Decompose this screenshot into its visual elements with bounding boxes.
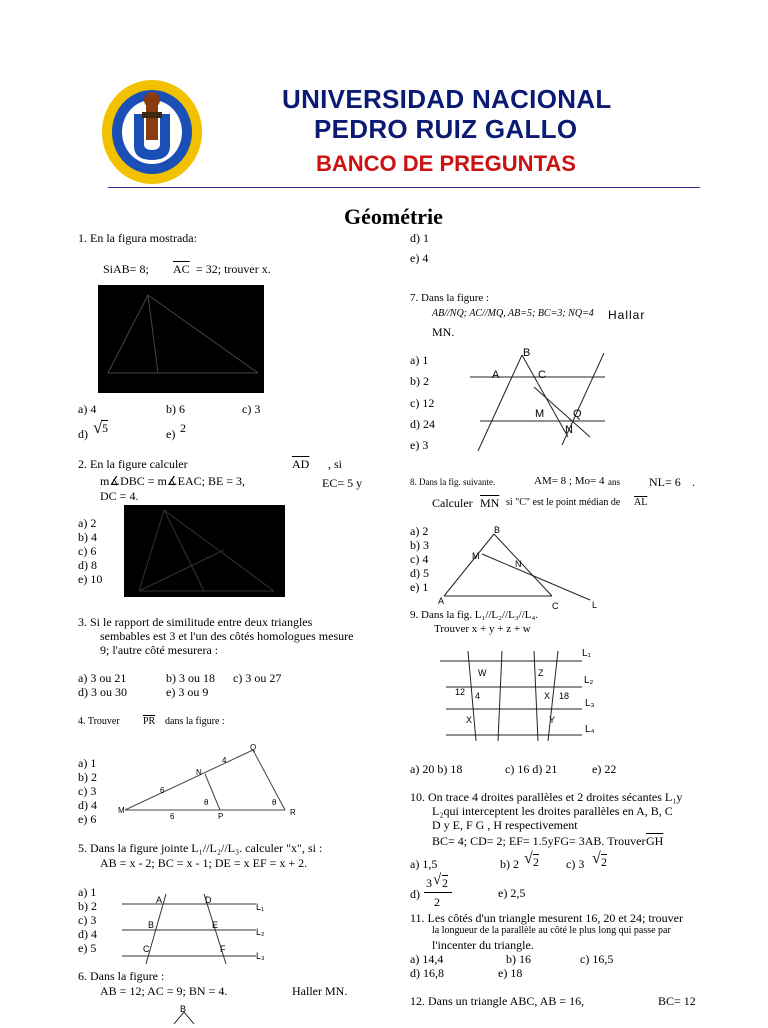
q4-label-n: N [196,768,202,777]
q2-ad: $\overline{AD}$ [292,457,310,471]
q2-opt-d: d) 8 [78,558,97,572]
q8-al: $\overline{AL}$ [634,497,648,508]
q2-opt-b: b) 4 [78,530,97,544]
q5-label-l1: L₁ [256,902,265,912]
q4-figure [115,742,300,822]
q10-opt-b: b) 2 [500,857,519,871]
q1-opt-c: c) 3 [242,402,261,416]
q8-opt-c: c) 4 [410,552,429,566]
q4-label-m: M [118,806,125,815]
q8-label-b: B [494,525,501,535]
q7-line1: 7. Dans la figure : [410,292,490,304]
q12-bc: BC= 12 [658,994,696,1008]
q8-opt-a: a) 2 [410,524,429,538]
q4-rest: dans la figure : [165,716,225,727]
q5-opt-c: c) 3 [78,913,97,927]
q9-label-4: 4 [475,691,481,701]
q4-opt-e: e) 6 [78,812,97,826]
q9-line1: 9. Dans la fig. L₁//L₂//L₃//L₄. [410,609,539,621]
q5-label-c: C [143,944,150,954]
q7-figure [470,345,610,453]
q2-opt-c: c) 6 [78,544,97,558]
q9-label-18: 18 [559,691,570,701]
q8-dot: . [692,475,695,489]
q8-opt-b: b) 3 [410,538,429,552]
q11-line2: la longueur de la parallèle au côté le plus long qui passe par [432,925,671,936]
q10-fraction-bar [424,892,452,893]
q3-opt-c: c) 3 ou 27 [233,671,282,685]
q6-line2: AB = 12; AC = 9; BN = 4. [100,984,228,998]
q10-gh: $\overline{GH}$ [646,834,664,848]
q8-rest: si "C" est le point médian de [506,497,621,508]
q4-opt-a: a) 1 [78,756,97,770]
header-divider [108,187,700,188]
q10-opt-a: a) 1,5 [410,857,438,871]
q8-label-n: N [515,559,522,569]
q3-line1: 3. Si le rapport de similitude entre deux triangles [78,615,313,629]
q5-label-l2: L₂ [256,927,265,937]
q9-opt-ab: a) 20 b) 18 [410,762,463,776]
q9-label-12: 12 [455,687,466,697]
q4-label-q: Q [250,743,257,752]
q4-label-p: P [218,812,224,821]
q9-label-y: Y [549,715,556,725]
q1-rest: = 32; trouver x. [196,262,271,276]
q1-given: SiAB= 8; [103,262,149,276]
q4-opt-c: c) 3 [78,784,97,798]
q2-line3: DC = 4. [100,489,139,503]
q8-mn: $\overline{MN}$ [480,496,500,510]
q1-opt-a: a) 4 [78,402,97,416]
q9-label-x2: X [466,715,473,725]
q9-label-w: W [478,668,487,678]
q5-line1: 5. Dans la figure jointe L₁//L₂//L₃. calculer "x", si : [78,841,323,855]
q8-label-l: L [592,600,598,610]
q5-opt-b: b) 2 [78,899,97,913]
q10-opt-e: e) 2,5 [498,886,526,900]
q12-line1: 12. Dans un triangle ABC, AB = 16, [410,994,585,1008]
q8-label-m: M [472,551,480,561]
q5-label-a: A [156,895,163,905]
q8-line1: 8. Dans la fig. suivante. [410,477,496,487]
page-title: Géométrie [344,204,443,229]
q2-ec: EC= 5 y [322,476,363,490]
q7-opt-c: c) 12 [410,396,435,410]
q10-sqrt-icon-d: √ [433,872,442,888]
q8-am: AM= 8 ; Mo= 4 [534,475,605,487]
q4-line1: 4. Trouver [78,716,120,727]
q9-label-l3: L₃ [585,698,595,709]
q10-opt-d-rad: 2 [442,876,448,890]
q4-label-6b: 6 [170,812,175,821]
q6-line1: 6. Dans la figure : [78,969,165,983]
q10-line4: BC= 4; CD= 2; EF= 1.5yFG= 3AB. Trouver [432,834,646,848]
q9-label-l1: L₁ [582,648,591,659]
q4-opt-b: b) 2 [78,770,97,784]
q5-opt-d: d) 4 [78,927,97,941]
q4-label-4: 4 [222,756,227,765]
prev-opt-d: d) 1 [410,231,429,245]
q7-opt-a: a) 1 [410,353,429,367]
q6-line3: Haller MN. [292,984,348,998]
q10-opt-b-value: 2 [533,855,539,869]
q11-line1: 11. Les côtés d'un triangle mesurent 16, 20 et 24; trouver [410,911,683,925]
q1-sqrt-icon: √ [93,418,103,437]
q5-label-l3: L₃ [256,951,265,961]
q10-opt-d-coef: 3 [426,876,432,890]
q4-opt-d: d) 4 [78,798,97,812]
q8-opt-e: e) 1 [410,580,429,594]
bank-title: BANCO DE PREGUNTAS [316,151,576,176]
q3-line2: sembables est 3 et l'un des côtés homologues mesure [100,629,354,643]
q10-opt-d-den: 2 [434,895,440,909]
q2-line1: 2. En la figure calculer [78,457,188,471]
q8-label-c: C [552,601,559,611]
q10-line2: L₂qui interceptent les droites parallèles en A, B, C [432,804,673,818]
q10-line1: 10. On trace 4 droites parallèles et 2 droites sécantes L₁y [410,790,683,804]
q9-label-l4: L₄ [585,724,595,735]
university-name-line2: PEDRO RUIZ GALLO [314,114,578,144]
q2-opt-e: e) 10 [78,572,103,586]
q1-figure [98,285,264,393]
q4-label-r: R [290,808,296,817]
q11-line3: l'incenter du triangle. [432,938,534,952]
q7-hallar: Hallar [608,308,646,322]
q7-opt-b: b) 2 [410,374,429,388]
q2-opt-a: a) 2 [78,516,97,530]
q5-label-d: D [205,895,212,905]
q8-nl: NL= 6 [649,475,681,489]
q4-pr: $\overline{PR}$ [143,716,156,727]
q11-opt-d: d) 16,8 [410,966,444,980]
q11-opt-b: b) 16 [506,952,531,966]
q9-opt-e: e) 22 [592,762,617,776]
q6-figure [170,1012,200,1024]
q7-label-a: A [492,369,500,381]
q7-line3: MN. [432,325,455,339]
university-name-line1: UNIVERSIDAD NACIONAL [282,84,612,114]
q1-opt-e: e) [166,427,176,441]
q1-opt-e-value: 2 [180,421,186,435]
q5-opt-e: e) 5 [78,941,97,955]
q9-label-x: X [544,691,551,701]
q3-line3: 9; l'autre côté mesurera : [100,643,219,657]
q8-label-a: A [438,596,445,606]
q10-opt-c: c) 3 [566,857,585,871]
q1-opt-d: d) [78,427,88,441]
q11-opt-c: c) 16,5 [580,952,614,966]
q8-ans: ans [608,477,620,487]
q7-label-c: C [538,369,546,381]
q9-label-l2: L₂ [584,675,594,686]
university-logo [100,78,205,186]
q2-line2: m∡DBC = m∡EAC; BE = 3, [100,474,246,488]
q3-opt-a: a) 3 ou 21 [78,671,127,685]
q10-sqrt-icon-c: √ [592,850,601,867]
q7-label-m: M [535,408,545,420]
q11-opt-e: e) 18 [498,966,523,980]
q4-label-6a: 6 [160,786,165,795]
q5-opt-a: a) 1 [78,885,97,899]
q8-opt-d: d) 5 [410,566,429,580]
q10-line3: D y E, F G , H respectivement [432,818,578,832]
q2-figure [124,505,285,597]
q5-label-e: E [212,920,219,930]
q1-opt-d-value: 5 [102,421,108,435]
q7-label-b: B [523,347,531,359]
q1-ac: $\overline{AC}$ [173,262,190,276]
q7-label-q: Q [573,408,582,420]
q3-opt-d: d) 3 ou 30 [78,685,127,699]
q9-line2: Trouver x + y + z + w [434,623,531,635]
q10-opt-c-value: 2 [601,855,607,869]
q4-label-theta1: θ [204,798,209,807]
q3-opt-e: e) 3 ou 9 [166,685,209,699]
q5-label-b: B [148,920,155,930]
q5-figure [118,890,270,966]
q8-line2: Calculer [432,496,473,510]
q10-opt-d: d) [410,887,420,901]
q9-label-z: Z [538,668,544,678]
q5-line2: AB = x - 2; BC = x - 1; DE = x EF = x + 2. [100,856,308,870]
q4-label-theta2: θ [272,798,277,807]
q1-intro: 1. En la figura mostrada: [78,231,197,245]
q5-label-f: F [220,944,226,954]
q1-opt-b: b) 6 [166,402,185,416]
q7-label-n: N [565,424,573,436]
prev-opt-e: e) 4 [410,251,429,265]
q9-opt-cd: c) 16 d) 21 [505,762,558,776]
q10-sqrt-icon-b: √ [524,850,533,867]
q3-opt-b: b) 3 ou 18 [166,671,215,685]
q7-opt-d: d) 24 [410,417,435,431]
q7-opt-e: e) 3 [410,438,429,452]
q2-si: , si [328,457,343,471]
q6-label-b: B [180,1004,187,1014]
q11-opt-a: a) 14,4 [410,952,444,966]
q7-line2: AB//NQ; AC//MQ, AB=5; BC=3; NQ=4 [432,308,594,319]
